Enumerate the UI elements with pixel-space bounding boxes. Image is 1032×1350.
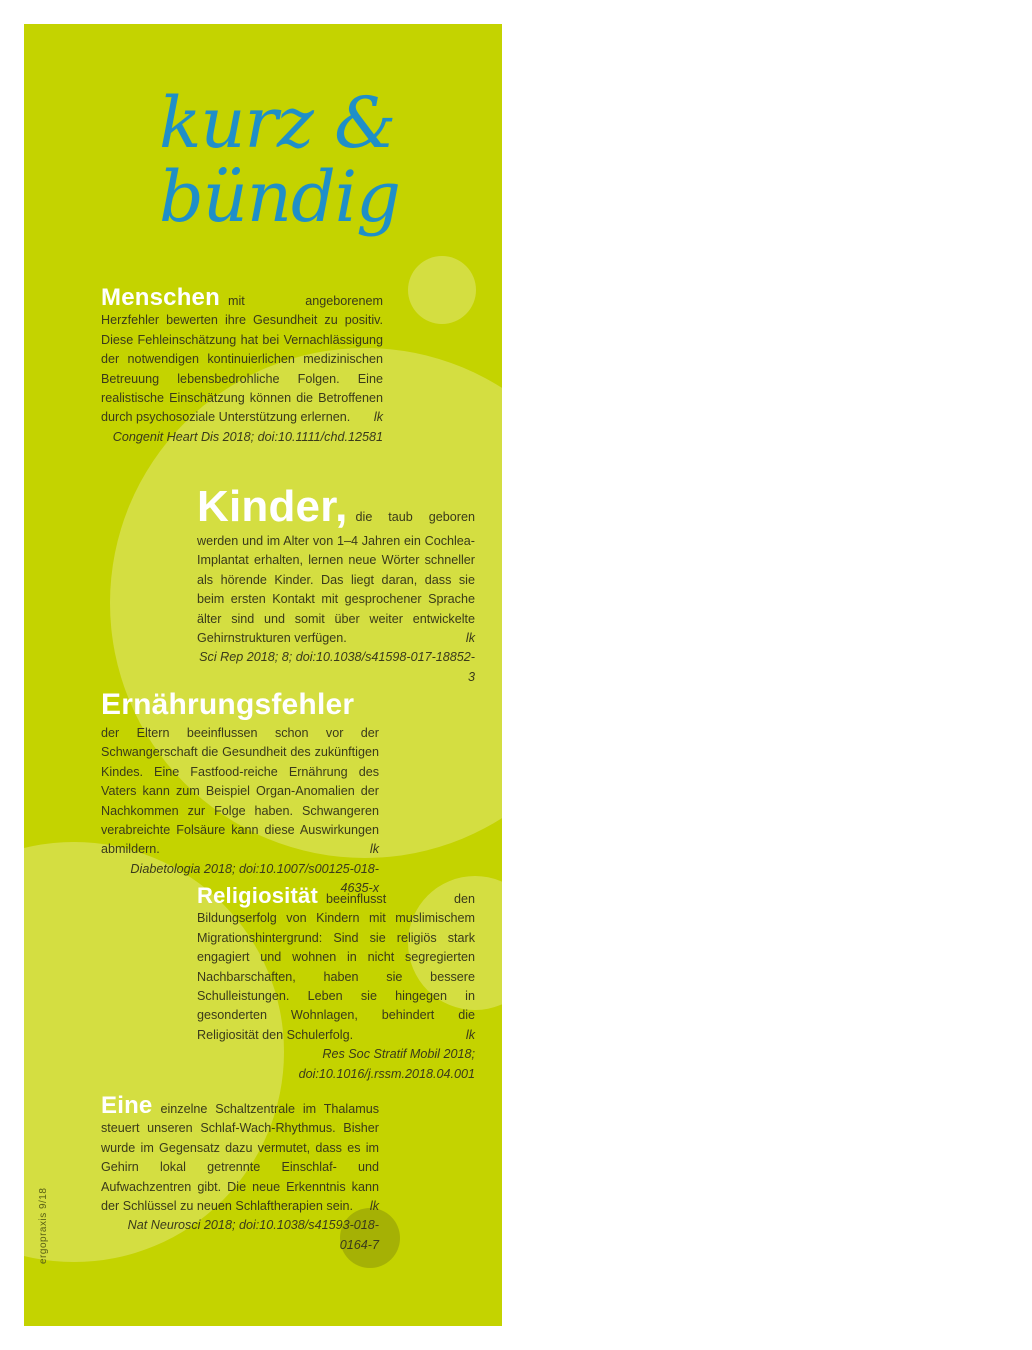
title-line-1: kurz &	[159, 82, 396, 164]
article-lead: Religiosität	[197, 883, 318, 908]
article-body: einzelne Schaltzentrale im Thalamus steuert unseren Schlaf-Wach-Rhythmus. Bisher wurde im Gegensatz dazu vermutet, dass es im Gehirn lokal getrennte Einschlaf- und Aufwachzentren gibt. Die neue Erkenntnis kann der Schlüssel zu neuen Schlaftherapien sein.	[101, 1102, 379, 1214]
article-source-doi: doi:10.1016/j.rssm.2018.04.001	[298, 1066, 475, 1081]
author-tag: lk	[465, 1027, 475, 1042]
article-source: Diabetologia 2018; doi:10.1007/s00125-018-4635-x	[130, 861, 379, 896]
page-title	[159, 82, 400, 238]
article-source: Congenit Heart Dis 2018; doi:10.1111/chd.12581	[112, 429, 383, 444]
article-source: Nat Neurosci 2018; doi:10.1038/s41593-018-0164-7	[127, 1218, 379, 1252]
article-text	[101, 724, 379, 860]
article-body: mit angeborenem Herzfehler bewerten ihre Gesundheit zu positiv. Diese Fehleinschätzung hat bei Vernachlässigung der notwendigen kontinuierlichen medizinischen Betreuung lebensbedrohliche Folgen. Eine realistische Einschätzung können die Betroffenen durch psychosoziale Unterstützung erlernen.	[101, 294, 383, 425]
article-lead: Kinder,	[197, 482, 348, 531]
article-religiositaet	[197, 883, 475, 1084]
article-kinder	[197, 482, 475, 687]
article-text	[197, 883, 475, 1045]
author-tag: lk	[369, 842, 379, 857]
article-body: beeinflusst den Bildungserfolg von Kindern mit muslimischem Migrationshintergrund: Sind sie religiös stark engagiert und wohnen in nicht segregierten Nachbarschaften, haben sie bessere Schulleistungen. Leben sie hingegen in gesonderten Wohnlagen, behindert die Religiosität den Schulerfolg.	[197, 892, 475, 1042]
article-body: der Eltern beeinflussen schon vor der Schwangerschaft die Gesundheit des zukünftigen Kindes. Eine Fastfood-reiche Ernährung des Vaters kann zum Beispiel Organ-Anomalien der Nachkommen zur Folge haben. Schwangeren verabreichte Folsäure kann diese Auswirkungen abmildern.	[101, 726, 379, 857]
article-text	[197, 482, 475, 648]
article-lead: Menschen	[101, 284, 220, 311]
article-source: Sci Rep 2018; 8; doi:10.1038/s41598-017-18852-3	[199, 650, 475, 684]
article-body: die taub geboren werden und im Alter von 1–4 Jahren ein Cochlea-Implantat erhalten, lernen neue Wörter schneller als hörende Kinder. Das liegt daran, dass sie beim ersten Kontakt mit gesprochener Sprache älter sind und somit über weiter entwickelte Gehirnstrukturen verfügen.	[197, 510, 475, 646]
author-tag: lk	[465, 631, 475, 646]
page-footer: ergopraxis 9/18	[38, 1187, 49, 1264]
author-tag: lk	[369, 1199, 379, 1214]
article-source: Res Soc Stratif Mobil 2018;	[322, 1047, 475, 1062]
article-eine	[101, 1092, 379, 1255]
green-panel	[24, 24, 502, 1326]
article-ernaehrungsfehler	[101, 686, 379, 899]
article-text	[101, 1092, 379, 1216]
article-menschen	[101, 284, 383, 447]
article-text	[101, 284, 383, 428]
decorative-circle	[408, 256, 476, 324]
article-lead: Ernährungsfehler	[101, 688, 355, 721]
article-lead: Eine	[101, 1092, 153, 1119]
title-line-2: bündig	[159, 156, 400, 238]
author-tag: lk	[373, 410, 383, 425]
